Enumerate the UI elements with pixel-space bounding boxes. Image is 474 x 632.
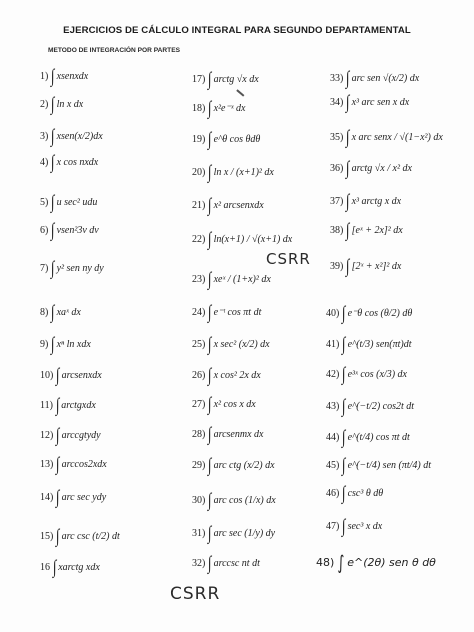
integral-sign-icon: ∫ [55, 395, 60, 416]
exercise-25: 25) ∫ x sec² (x/2) dx [192, 334, 270, 355]
integral-sign-icon: ∫ [51, 334, 55, 355]
integral-sign-icon: ∫ [342, 455, 346, 476]
exercise-42: 42) ∫ e³ˣ cos (x/3) dx [326, 364, 407, 385]
integral-sign-icon: ∫ [208, 269, 212, 290]
integral-sign-icon: ∫ [56, 365, 60, 386]
integral-sign-icon: ∫ [51, 302, 55, 323]
exercise-9: 9) ∫ xⁿ ln xdx [40, 334, 91, 355]
exercise-10: 10) ∫ arcsenxdx [40, 365, 102, 386]
integral-sign-icon: ∫ [346, 158, 350, 179]
integral-sign-icon: ∫ [56, 454, 60, 475]
integral-sign-icon: ∫ [342, 364, 346, 385]
integral-sign-icon: ∫ [342, 334, 346, 355]
integral-sign-icon: ∫ [208, 553, 212, 574]
exercise-31: 31) ∫ arc sec (1/y) dy [192, 523, 276, 544]
exercise-34: 34) ∫ x³ arc sen x dx [330, 92, 410, 113]
integral-sign-icon: ∫ [208, 365, 212, 386]
integral-sign-icon: ∫ [56, 487, 60, 508]
integral-sign-icon: ∫ [342, 427, 346, 448]
exercise-11: 11) ∫ arctgxdx [40, 395, 96, 416]
integral-sign-icon: ∫ [56, 425, 60, 446]
exercise-5: 5) ∫ u sec² udu [40, 192, 98, 213]
exercise-7: 7) ∫ y² sen ny dy [40, 258, 104, 279]
exercise-27: 27) ∫ x² cos x dx [192, 394, 256, 415]
exercise-45: 45) ∫ e^(−t/4) sen (πt/4) dt [326, 455, 432, 476]
integral-sign-icon: ∫ [208, 523, 212, 544]
exercise-28: 28) ∫ arcsenmx dx [192, 424, 264, 445]
exercise-15: 15) ∫ arc csc (t/2) dt [40, 526, 120, 547]
exercise-12: 12) ∫ arccgtydy [40, 425, 101, 446]
exercise-36: 36) ∫ arctg √x / x² dx [330, 158, 412, 179]
exercise-32: 32) ∫ arccsc nt dt [192, 553, 260, 574]
integral-sign-icon: ∫ [51, 94, 55, 115]
exercise-24: 24) ∫ e⁻ᵗ cos πt dt [192, 302, 262, 323]
integral-sign-icon: ∫ [208, 98, 212, 119]
integral-sign-icon: ∫ [342, 483, 346, 504]
exercise-44: 44) ∫ e^(t/4) cos πt dt [326, 427, 410, 448]
pen-stroke-mark [237, 89, 245, 96]
integral-sign-icon: ∫ [51, 192, 55, 213]
page-title: EJERCICIOS DE CÁLCULO INTEGRAL PARA SEGUNDO DEPARTAMENTAL [63, 25, 411, 36]
exercise-16: 16 ∫ xarctg xdx [40, 557, 100, 578]
integral-sign-icon: ∫ [208, 490, 212, 511]
integral-sign-icon: ∫ [51, 220, 55, 241]
exercise-13: 13) ∫ arccos2xdx [40, 454, 107, 475]
integral-sign-icon: ∫ [56, 526, 60, 547]
exercise-22: 22) ∫ ln(x+1) / √(x+1) dx [192, 229, 293, 250]
integral-sign-icon: ∫ [346, 191, 350, 212]
integral-sign-icon: ∫ [337, 552, 345, 574]
exercise-37: 37) ∫ x³ arctg x dx [330, 191, 402, 212]
method-subtitle: METODO DE INTEGRACIÓN POR PARTES [48, 47, 181, 54]
exercise-38: 38) ∫ [eˣ + 2x]² dx [330, 220, 403, 241]
integral-sign-icon: ∫ [342, 396, 346, 417]
exercise-48-handwritten: 48) ∫ e^(2θ) sen θ dθ [316, 552, 436, 574]
integral-sign-icon: ∫ [346, 68, 350, 89]
exercise-3: 3) ∫ xsen(x/2)dx [40, 126, 103, 147]
integral-sign-icon: ∫ [51, 152, 55, 173]
integral-sign-icon: ∫ [208, 334, 212, 355]
integral-sign-icon: ∫ [51, 258, 55, 279]
exercise-18: 18) ∫ x²e⁻ˣ dx [192, 98, 246, 119]
integral-sign-icon: ∫ [208, 229, 212, 250]
exercise-14: 14) ∫ arc sec ydy [40, 487, 107, 508]
exercise-2: 2) ∫ ln x dx [40, 94, 84, 115]
exercise-30: 30) ∫ arc cos (1/x) dx [192, 490, 276, 511]
exercise-26: 26) ∫ x cos² 2x dx [192, 365, 261, 386]
integral-sign-icon: ∫ [346, 92, 350, 113]
integral-sign-icon: ∫ [208, 394, 212, 415]
exercise-6: 6) ∫ vsen²3v dv [40, 220, 99, 241]
exercise-20: 20) ∫ ln x / (x+1)² dx [192, 162, 274, 183]
exercise-21: 21) ∫ x² arcsenxdx [192, 195, 264, 216]
exercise-19: 19) ∫ e^θ cos θdθ [192, 129, 261, 150]
integral-sign-icon: ∫ [51, 66, 55, 87]
handwritten-initials-side: CSRR [266, 250, 311, 268]
exercise-35: 35) ∫ x arc senx / √(1−x²) dx [330, 127, 443, 148]
integral-sign-icon: ∫ [208, 129, 212, 150]
exercise-47: 47) ∫ sec³ x dx [326, 516, 383, 537]
exercise-4: 4) ∫ x cos nxdx [40, 152, 99, 173]
integral-sign-icon: ∫ [208, 195, 212, 216]
exercise-17: 17) ∫ arctg √x dx [192, 69, 259, 90]
integral-sign-icon: ∫ [342, 516, 346, 537]
exercise-41: 41) ∫ e^(t/3) sen(πt)dt [326, 334, 412, 355]
exercise-46: 46) ∫ csc³ θ dθ [326, 483, 384, 504]
integral-sign-icon: ∫ [208, 455, 212, 476]
integral-sign-icon: ∫ [342, 303, 346, 324]
integral-sign-icon: ∫ [208, 69, 212, 90]
exercise-29: 29) ∫ arc ctg (x/2) dx [192, 455, 275, 476]
exercise-40: 40) ∫ e⁻θ cos (θ/2) dθ [326, 303, 413, 324]
exercise-33: 33) ∫ arc sen √(x/2) dx [330, 68, 420, 89]
integral-sign-icon: ∫ [346, 256, 350, 277]
exercise-43: 43) ∫ e^(−t/2) cos2t dt [326, 396, 415, 417]
integral-sign-icon: ∫ [346, 220, 350, 241]
handwritten-initials-bottom: CSRR [170, 584, 221, 604]
integral-sign-icon: ∫ [52, 557, 57, 578]
exercise-8: 8) ∫ xaˣ dx [40, 302, 81, 323]
integral-sign-icon: ∫ [208, 162, 212, 183]
exercise-23: 23) ∫ xeˣ / (1+x)² dx [192, 269, 271, 290]
exercise-39: 39) ∫ [2ˣ + x²]² dx [330, 256, 402, 277]
integral-sign-icon: ∫ [208, 424, 212, 445]
integral-sign-icon: ∫ [51, 126, 55, 147]
integral-sign-icon: ∫ [346, 127, 350, 148]
integral-sign-icon: ∫ [208, 302, 212, 323]
exercise-1: 1) ∫ xsenxdx [40, 66, 89, 87]
